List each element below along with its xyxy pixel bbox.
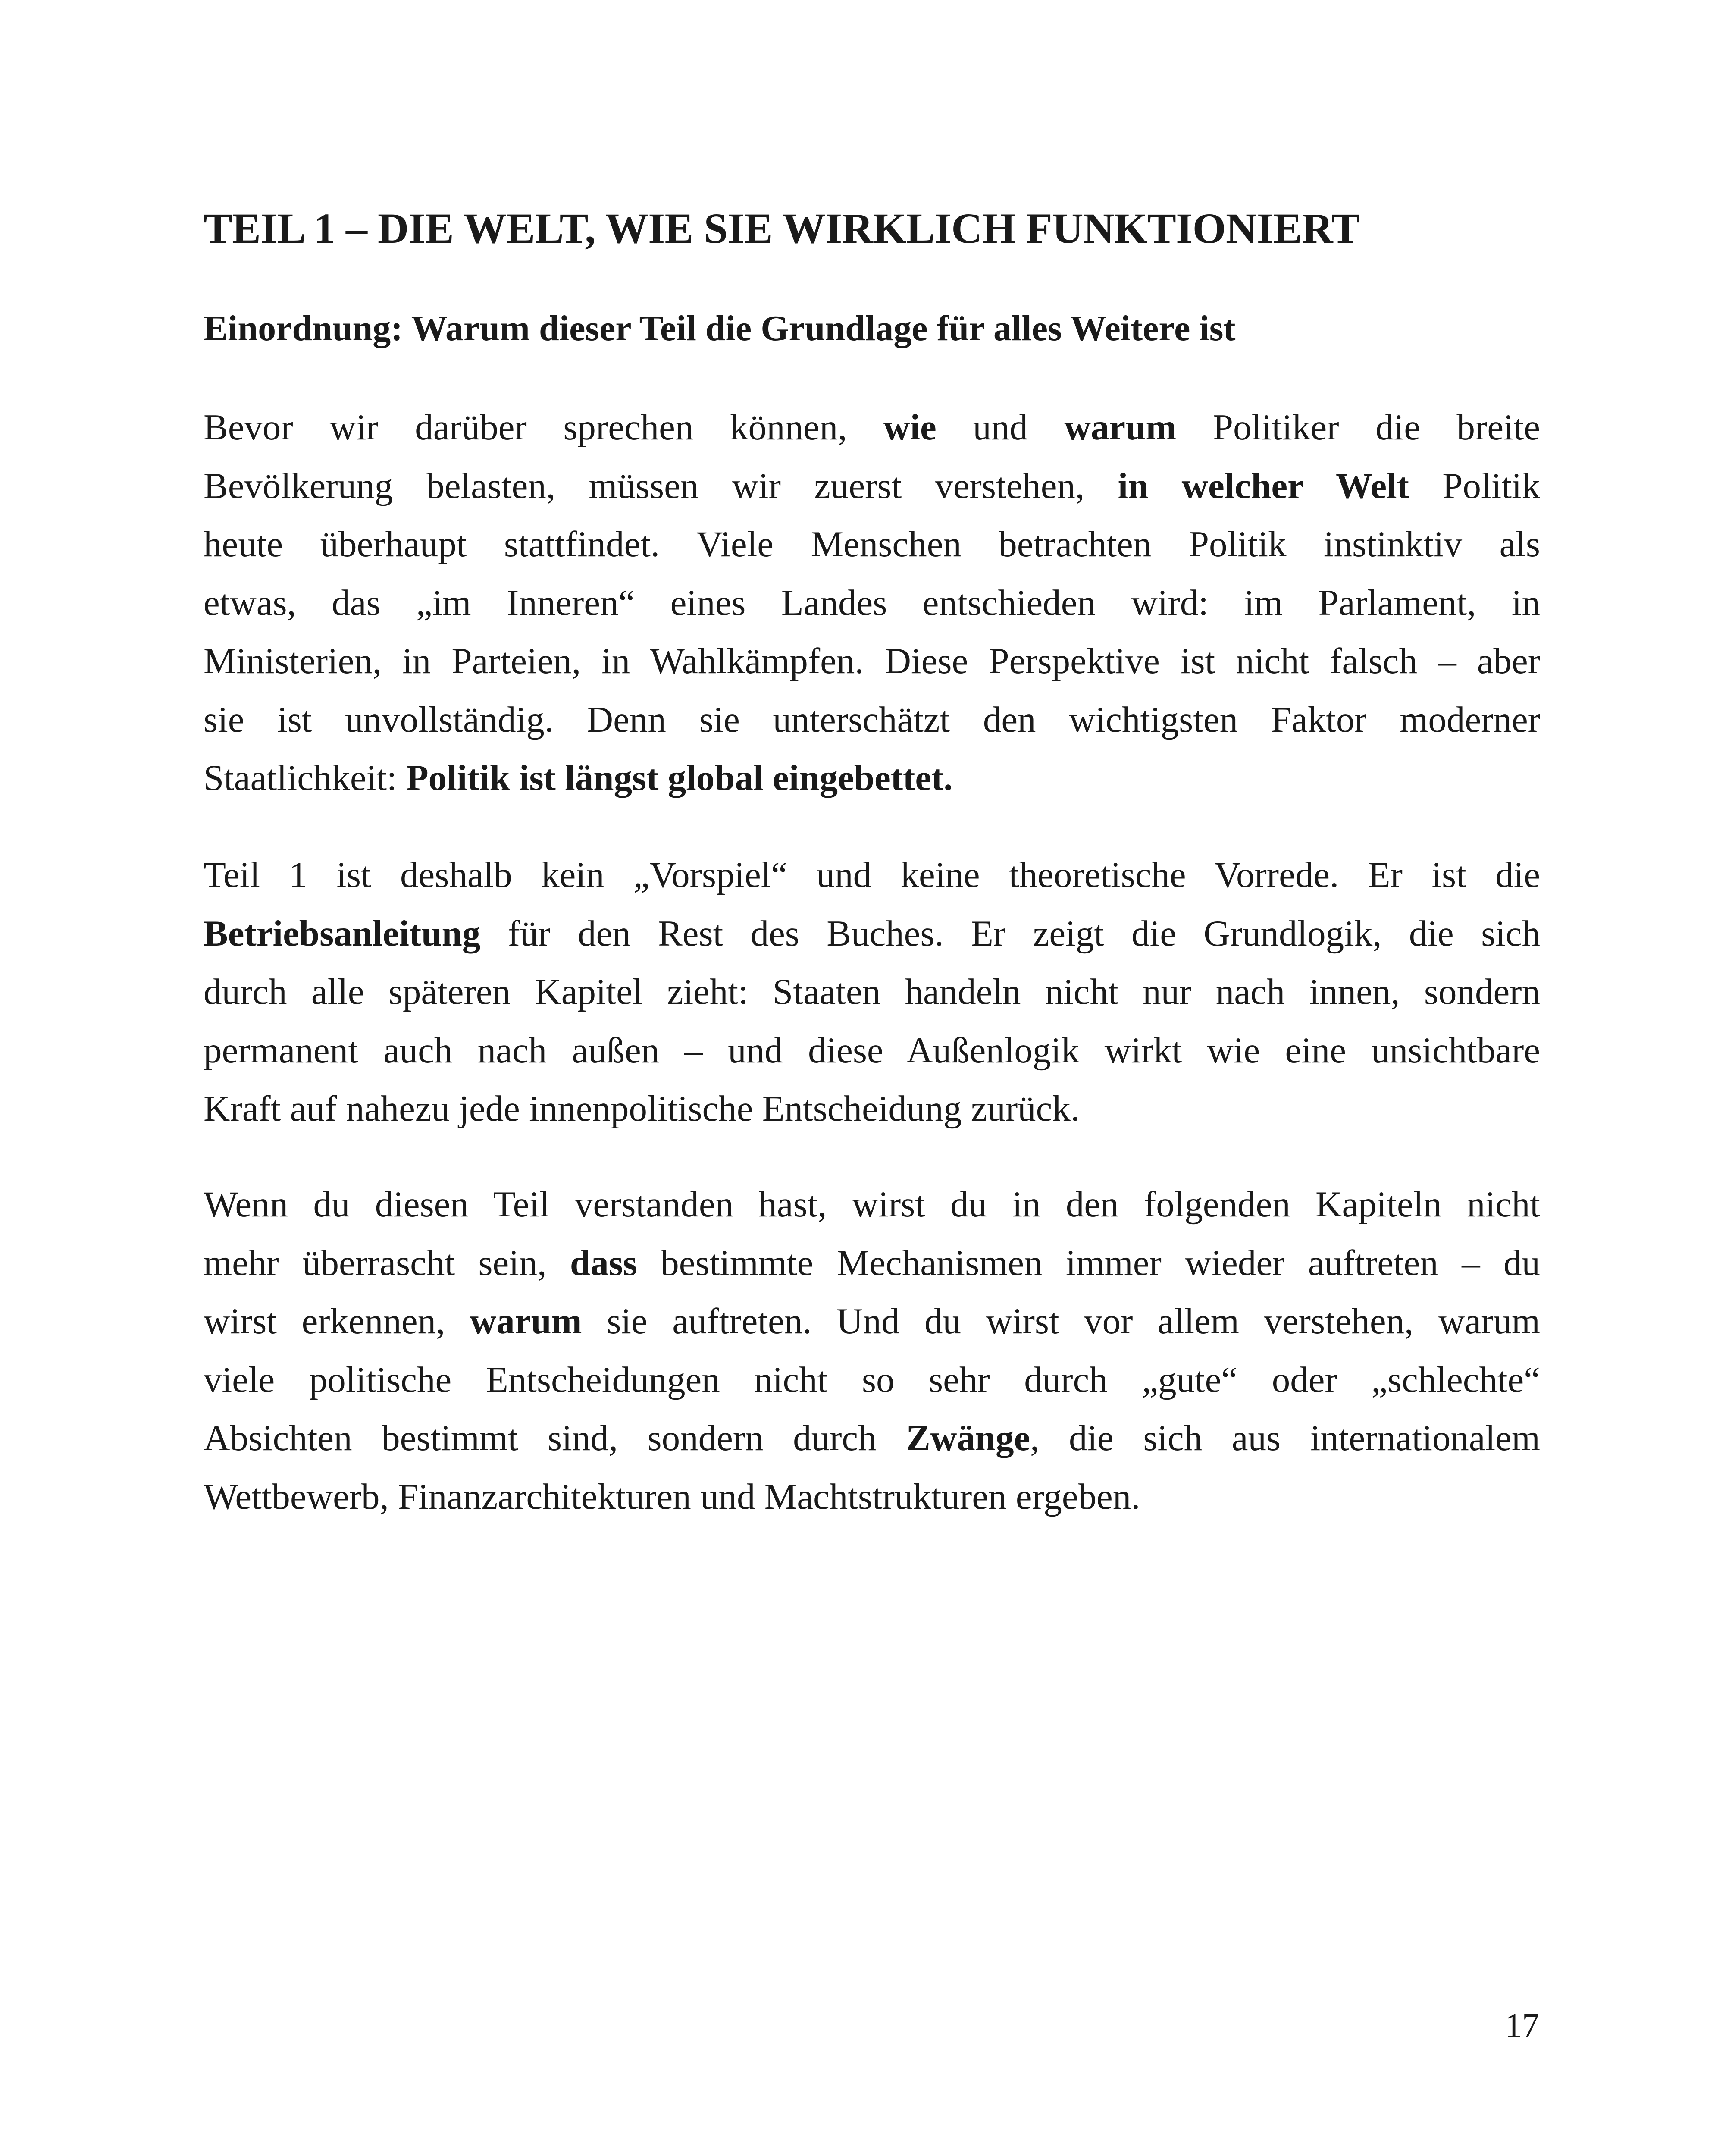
- text-run: Politik: [1409, 465, 1540, 506]
- paragraph-line: viele politische Entscheidungen nicht so sehr durch „gute“ oder „schlechte“: [204, 1359, 1540, 1400]
- emphasis-text: Betriebsanleitung: [204, 913, 481, 954]
- chapter-heading: TEIL 1 – DIE WELT, WIE SIE WIRKLICH FUNKTIONIERT: [204, 204, 1360, 252]
- text-run: für den Rest des Buches. Er zeigt die Grundlogik, die sich: [480, 913, 1540, 954]
- text-run: Staatlichkeit:: [204, 758, 406, 798]
- emphasis-text: wie: [883, 407, 936, 448]
- emphasis-text: warum: [470, 1301, 582, 1341]
- paragraph-line: Ministerien, in Parteien, in Wahlkämpfen. Diese Perspektive ist nicht falsch – aber: [204, 641, 1540, 681]
- paragraph-line: [204, 457, 1540, 516]
- text-run: Bevor wir darüber sprechen können,: [204, 407, 884, 448]
- paragraph-line: [204, 1292, 1540, 1351]
- paragraph-1: [204, 398, 1540, 808]
- paragraph-line: [204, 1234, 1540, 1293]
- text-run: und: [936, 407, 1065, 448]
- text-run: Absichten bestimmt sind, sondern durch: [204, 1418, 906, 1458]
- emphasis-text: in welcher Welt: [1118, 465, 1409, 506]
- text-run: sie auftreten. Und du wirst vor allem verstehen, warum: [582, 1301, 1540, 1341]
- text-run: Politiker die breite: [1176, 407, 1541, 448]
- section-subheading: Einordnung: Warum dieser Teil die Grundlage für alles Weitere ist: [204, 308, 1236, 348]
- paragraph-3: [204, 1175, 1540, 1526]
- paragraph-line: etwas, das „im Inneren“ eines Landes entschieden wird: im Parlament, in: [204, 582, 1540, 623]
- paragraph-line: Wettbewerb, Finanzarchitekturen und Machtstrukturen ergeben.: [204, 1476, 1140, 1517]
- paragraph-line: [204, 1409, 1540, 1468]
- paragraph-line: Kraft auf nahezu jede innenpolitische Entscheidung zurück.: [204, 1088, 1080, 1129]
- text-run: Bevölkerung belasten, müssen wir zuerst verstehen,: [204, 465, 1118, 506]
- emphasis-text: Zwänge: [906, 1418, 1030, 1458]
- text-run: mehr überrascht sein,: [204, 1242, 570, 1283]
- emphasis-text: warum: [1064, 407, 1177, 448]
- text-run: wirst erkennen,: [204, 1301, 470, 1341]
- page-number: 17: [1505, 2007, 1539, 2045]
- text-run: , die sich aus internationalem: [1030, 1418, 1540, 1458]
- paragraph-line: [204, 398, 1540, 457]
- paragraph-line: heute überhaupt stattfindet. Viele Menschen betrachten Politik instinktiv als: [204, 524, 1540, 564]
- emphasis-text: dass: [570, 1242, 637, 1283]
- paragraph-line: [204, 905, 1540, 963]
- emphasis-text: Politik ist längst global eingebettet.: [406, 758, 953, 798]
- paragraph-line: [204, 749, 1540, 808]
- paragraph-line: sie ist unvollständig. Denn sie unterschätzt den wichtigsten Faktor moderner: [204, 699, 1540, 740]
- text-run: bestimmte Mechanismen immer wieder auftreten – du: [637, 1242, 1541, 1283]
- paragraph-line: Teil 1 ist deshalb kein „Vorspiel“ und keine theoretische Vorrede. Er ist die: [204, 855, 1540, 895]
- paragraph-line: Wenn du diesen Teil verstanden hast, wirst du in den folgenden Kapiteln nicht: [204, 1184, 1540, 1225]
- paragraph-2: [204, 846, 1540, 1138]
- paragraph-line: durch alle späteren Kapitel zieht: Staaten handeln nicht nur nach innen, sondern: [204, 971, 1540, 1012]
- paragraph-line: permanent auch nach außen – und diese Außenlogik wirkt wie eine unsichtbare: [204, 1030, 1540, 1071]
